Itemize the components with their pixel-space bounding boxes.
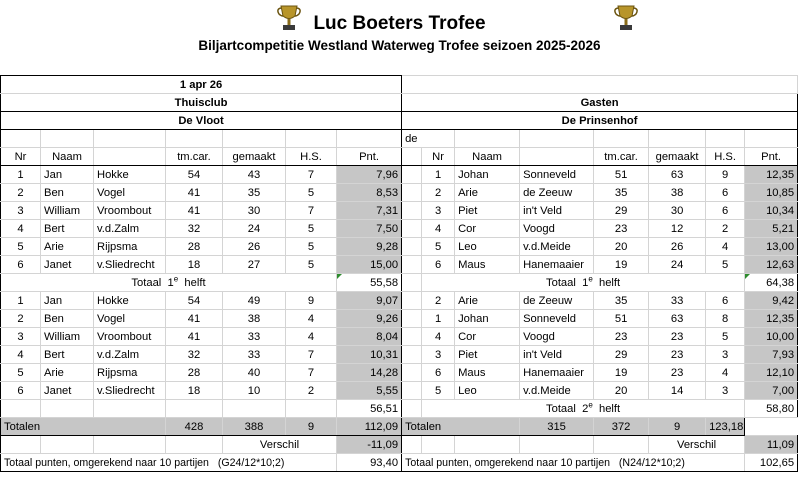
away-total-gemaakt: 372 <box>594 418 649 436</box>
home-total-pnt: 112,09 <box>337 418 402 436</box>
match-date: 1 apr 26 <box>1 76 402 94</box>
home-tmcar: 28 <box>166 364 223 382</box>
spacer <box>402 184 422 202</box>
away-lastname: de Zeeuw <box>520 292 594 310</box>
home-tmcar: 32 <box>166 346 223 364</box>
player-row <box>1 166 798 184</box>
home-total-gemaakt: 388 <box>223 418 286 436</box>
away-tmcar: 23 <box>594 220 649 238</box>
home-gemaakt: 30 <box>223 202 286 220</box>
away-tmcar: 29 <box>594 346 649 364</box>
away-lastname: in't Veld <box>520 346 594 364</box>
spacer <box>402 166 422 184</box>
away-verschil: 11,09 <box>745 436 798 454</box>
half2-total-label: Totaal 2e helft <box>422 400 745 418</box>
home-gemaakt: 33 <box>223 328 286 346</box>
home-hs: 4 <box>286 328 337 346</box>
second-half-rows <box>1 292 798 400</box>
home-pnt: 8,53 <box>337 184 402 202</box>
player-row <box>1 328 798 346</box>
spacer <box>402 256 422 274</box>
away-tmcar: 35 <box>594 292 649 310</box>
home-club: De Vloot <box>1 112 402 130</box>
home-nr: 5 <box>1 364 41 382</box>
home-tmcar: 41 <box>166 310 223 328</box>
home-nr: 2 <box>1 184 41 202</box>
away-lastname: Hanemaaier <box>520 364 594 382</box>
home-gemaakt: 43 <box>223 166 286 184</box>
home-lastname: Hokke <box>94 292 166 310</box>
player-row <box>1 220 798 238</box>
home-tmcar: 41 <box>166 202 223 220</box>
away-pnt: 9,42 <box>745 292 798 310</box>
home-lastname: Rijpsma <box>94 364 166 382</box>
away-tmcar: 51 <box>594 310 649 328</box>
home-gemaakt: 40 <box>223 364 286 382</box>
home-tmcar: 18 <box>166 256 223 274</box>
away-firstname: Arie <box>455 184 520 202</box>
home-hs: 7 <box>286 166 337 184</box>
away-firstname: Maus <box>455 364 520 382</box>
home-nr: 4 <box>1 346 41 364</box>
home-lastname: Vogel <box>94 184 166 202</box>
home-total-car: 428 <box>166 418 223 436</box>
home-lastname: Vroombout <box>94 328 166 346</box>
away-firstname: Piet <box>455 202 520 220</box>
spacer <box>402 292 422 310</box>
home-pnt: 7,50 <box>337 220 402 238</box>
away-firstname: Arie <box>455 292 520 310</box>
home-hs: 5 <box>286 238 337 256</box>
away-verschil-label: Verschil <box>649 436 745 454</box>
away-lastname: v.d.Meide <box>520 382 594 400</box>
home-gemaakt: 27 <box>223 256 286 274</box>
away-nr: 5 <box>422 382 455 400</box>
away-nr: 1 <box>422 166 455 184</box>
player-row <box>1 256 798 274</box>
home-firstname: Janet <box>41 256 94 274</box>
player-row <box>1 202 798 220</box>
home-gemaakt: 33 <box>223 346 286 364</box>
spacer <box>402 346 422 364</box>
away-hs: 3 <box>706 346 745 364</box>
away-converted-label: Totaal punten, omgerekend naar 10 partijen (N24/12*10;2) <box>402 454 745 472</box>
home-totals-label: Totalen <box>1 418 166 436</box>
home-hs: 2 <box>286 382 337 400</box>
home-firstname: Ben <box>41 310 94 328</box>
home-pnt: 9,28 <box>337 238 402 256</box>
home-tmcar: 54 <box>166 292 223 310</box>
away-hs: 4 <box>706 238 745 256</box>
home-verschil-label: Verschil <box>223 436 337 454</box>
col-tmcar: tm.car. <box>594 148 649 166</box>
away-nr: 2 <box>422 292 455 310</box>
home-firstname: Bert <box>41 346 94 364</box>
half1-home-total: 55,58 <box>337 274 402 292</box>
home-tmcar: 18 <box>166 382 223 400</box>
col-gemaakt: gemaakt <box>223 148 286 166</box>
home-pnt: 7,96 <box>337 166 402 184</box>
col-nr: Nr <box>422 148 455 166</box>
home-tmcar: 54 <box>166 166 223 184</box>
away-tmcar: 20 <box>594 382 649 400</box>
home-hs: 9 <box>286 292 337 310</box>
home-lastname: v.Sliedrecht <box>94 256 166 274</box>
away-nr: 4 <box>422 220 455 238</box>
away-lastname: de Zeeuw <box>520 184 594 202</box>
away-hs: 4 <box>706 364 745 382</box>
away-tmcar: 23 <box>594 328 649 346</box>
away-nr: 6 <box>422 364 455 382</box>
home-hs: 7 <box>286 346 337 364</box>
away-tmcar: 35 <box>594 184 649 202</box>
col-nr: Nr <box>1 148 41 166</box>
home-firstname: Jan <box>41 292 94 310</box>
home-lastname: Hokke <box>94 166 166 184</box>
home-firstname: William <box>41 328 94 346</box>
home-pnt: 10,31 <box>337 346 402 364</box>
away-pnt: 5,21 <box>745 220 798 238</box>
away-nr: 4 <box>422 328 455 346</box>
away-lastname: Hanemaaier <box>520 256 594 274</box>
away-pnt: 10,00 <box>745 328 798 346</box>
home-gemaakt: 35 <box>223 184 286 202</box>
col-naam: Naam <box>41 148 94 166</box>
home-tmcar: 28 <box>166 238 223 256</box>
home-tmcar: 41 <box>166 184 223 202</box>
away-total-hs: 9 <box>649 418 706 436</box>
home-firstname: Jan <box>41 166 94 184</box>
home-hs: 5 <box>286 256 337 274</box>
home-pnt: 7,31 <box>337 202 402 220</box>
col-hs: H.S. <box>706 148 745 166</box>
col-gemaakt: gemaakt <box>649 148 706 166</box>
half2-home-total: 56,51 <box>337 400 402 418</box>
away-hs: 6 <box>706 202 745 220</box>
spacer <box>402 220 422 238</box>
home-nr: 1 <box>1 292 41 310</box>
away-hs: 2 <box>706 220 745 238</box>
col-pnt: Pnt. <box>337 148 402 166</box>
away-hs: 6 <box>706 184 745 202</box>
away-firstname: Johan <box>455 166 520 184</box>
home-nr: 2 <box>1 310 41 328</box>
away-hs: 5 <box>706 256 745 274</box>
away-pnt: 7,93 <box>745 346 798 364</box>
col-tmcar: tm.car. <box>166 148 223 166</box>
home-tmcar: 41 <box>166 328 223 346</box>
away-gemaakt: 23 <box>649 364 706 382</box>
away-tmcar: 29 <box>594 202 649 220</box>
away-nr: 5 <box>422 238 455 256</box>
away-tmcar: 51 <box>594 166 649 184</box>
home-nr: 4 <box>1 220 41 238</box>
away-gemaakt: 14 <box>649 382 706 400</box>
away-pnt: 12,63 <box>745 256 798 274</box>
col-hs: H.S. <box>286 148 337 166</box>
away-hs: 9 <box>706 166 745 184</box>
away-firstname: Piet <box>455 346 520 364</box>
away-pnt: 12,35 <box>745 166 798 184</box>
de-label: de <box>402 130 455 148</box>
home-lastname: Vogel <box>94 310 166 328</box>
away-pnt: 12,35 <box>745 310 798 328</box>
home-firstname: Arie <box>41 364 94 382</box>
home-pnt: 8,04 <box>337 328 402 346</box>
away-gemaakt: 30 <box>649 202 706 220</box>
away-gemaakt: 24 <box>649 256 706 274</box>
away-nr: 1 <box>422 310 455 328</box>
player-row <box>1 238 798 256</box>
away-nr: 3 <box>422 346 455 364</box>
away-lastname: in't Veld <box>520 202 594 220</box>
home-lastname: Vroombout <box>94 202 166 220</box>
player-row <box>1 364 798 382</box>
player-row <box>1 382 798 400</box>
half1-total-label: Totaal 1e helft <box>1 274 337 292</box>
away-pnt: 13,00 <box>745 238 798 256</box>
away-gemaakt: 26 <box>649 238 706 256</box>
home-lastname: v.Sliedrecht <box>94 382 166 400</box>
half2-away-total: 58,80 <box>745 400 798 418</box>
home-hs: 7 <box>286 202 337 220</box>
home-lastname: Rijpsma <box>94 238 166 256</box>
home-firstname: Ben <box>41 184 94 202</box>
away-club: De Prinsenhof <box>402 112 798 130</box>
away-pnt: 7,00 <box>745 382 798 400</box>
home-pnt: 15,00 <box>337 256 402 274</box>
away-lastname: Sonneveld <box>520 166 594 184</box>
away-nr: 3 <box>422 202 455 220</box>
home-hs: 4 <box>286 310 337 328</box>
home-nr: 3 <box>1 328 41 346</box>
away-pnt: 12,10 <box>745 364 798 382</box>
away-lastname: Voogd <box>520 328 594 346</box>
home-lastname: v.d.Zalm <box>94 346 166 364</box>
trophy-icon <box>611 3 641 33</box>
spacer <box>402 202 422 220</box>
away-pnt: 10,34 <box>745 202 798 220</box>
home-hs: 7 <box>286 364 337 382</box>
player-row <box>1 184 798 202</box>
away-totals-label: Totalen <box>402 418 520 436</box>
home-firstname: William <box>41 202 94 220</box>
away-firstname: Maus <box>455 256 520 274</box>
home-pnt: 9,26 <box>337 310 402 328</box>
home-firstname: Bert <box>41 220 94 238</box>
away-total-pnt: 123,18 <box>706 418 745 436</box>
home-verschil: -11,09 <box>337 436 402 454</box>
away-gemaakt: 38 <box>649 184 706 202</box>
home-nr: 6 <box>1 256 41 274</box>
away-gemaakt: 12 <box>649 220 706 238</box>
home-hs: 5 <box>286 184 337 202</box>
away-firstname: Cor <box>455 328 520 346</box>
col-pnt: Pnt. <box>745 148 798 166</box>
away-nr: 6 <box>422 256 455 274</box>
home-gemaakt: 24 <box>223 220 286 238</box>
away-firstname: Leo <box>455 382 520 400</box>
home-nr: 3 <box>1 202 41 220</box>
player-row <box>1 346 798 364</box>
away-lastname: Voogd <box>520 220 594 238</box>
home-label: Thuisclub <box>1 94 402 112</box>
home-nr: 5 <box>1 238 41 256</box>
away-hs: 5 <box>706 328 745 346</box>
home-lastname: v.d.Zalm <box>94 220 166 238</box>
home-firstname: Janet <box>41 382 94 400</box>
spacer <box>402 238 422 256</box>
page-subtitle: Biljartcompetitie Westland Waterweg Trofee seizoen 2025-2026 <box>198 38 601 53</box>
col-naam: Naam <box>455 148 520 166</box>
away-converted-value: 102,65 <box>745 454 798 472</box>
away-hs: 8 <box>706 310 745 328</box>
home-total-hs: 9 <box>286 418 337 436</box>
away-tmcar: 19 <box>594 364 649 382</box>
spacer <box>402 328 422 346</box>
home-gemaakt: 38 <box>223 310 286 328</box>
away-gemaakt: 33 <box>649 292 706 310</box>
away-firstname: Johan <box>455 310 520 328</box>
away-total-car: 315 <box>520 418 594 436</box>
home-hs: 5 <box>286 220 337 238</box>
away-firstname: Leo <box>455 238 520 256</box>
home-nr: 6 <box>1 382 41 400</box>
home-gemaakt: 49 <box>223 292 286 310</box>
home-pnt: 9,07 <box>337 292 402 310</box>
first-half-rows <box>1 166 798 274</box>
home-pnt: 14,28 <box>337 364 402 382</box>
away-gemaakt: 63 <box>649 310 706 328</box>
spacer <box>402 364 422 382</box>
home-nr: 1 <box>1 166 41 184</box>
home-firstname: Arie <box>41 238 94 256</box>
results-table <box>0 75 798 472</box>
away-hs: 6 <box>706 292 745 310</box>
home-converted-value: 93,40 <box>337 454 402 472</box>
away-tmcar: 20 <box>594 238 649 256</box>
spacer <box>402 310 422 328</box>
away-lastname: Sonneveld <box>520 310 594 328</box>
half1-away-total: 64,38 <box>745 274 798 292</box>
spacer <box>402 382 422 400</box>
home-tmcar: 32 <box>166 220 223 238</box>
away-label: Gasten <box>402 94 798 112</box>
away-firstname: Cor <box>455 220 520 238</box>
player-row <box>1 310 798 328</box>
away-gemaakt: 23 <box>649 346 706 364</box>
away-tmcar: 19 <box>594 256 649 274</box>
away-gemaakt: 63 <box>649 166 706 184</box>
half1-total-label: Totaal 1e helft <box>422 274 745 292</box>
home-gemaakt: 10 <box>223 382 286 400</box>
page-title: Luc Boeters Trofee <box>313 13 486 34</box>
away-gemaakt: 23 <box>649 328 706 346</box>
home-pnt: 5,55 <box>337 382 402 400</box>
home-gemaakt: 26 <box>223 238 286 256</box>
away-pnt: 10,85 <box>745 184 798 202</box>
player-row <box>1 292 798 310</box>
home-converted-label: Totaal punten, omgerekend naar 10 partijen (G24/12*10;2) <box>1 454 337 472</box>
away-hs: 3 <box>706 382 745 400</box>
away-lastname: v.d.Meide <box>520 238 594 256</box>
away-nr: 2 <box>422 184 455 202</box>
